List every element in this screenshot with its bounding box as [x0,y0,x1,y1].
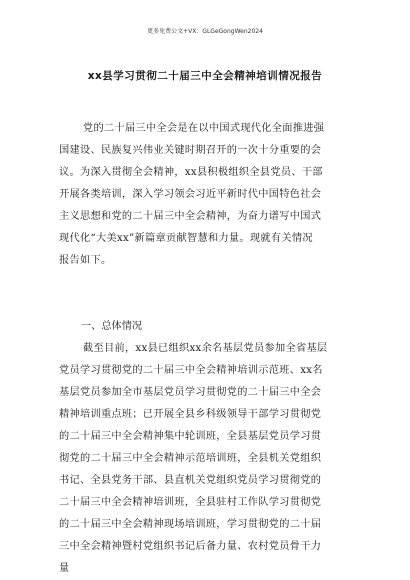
paragraph-line: 党员学习贯彻党的二十届三中全会精神培训示范班、xx名 [59,365,323,376]
paragraph-line: 开展各类培训，深入学习领会习近平新时代中国特色社会 [59,189,322,200]
paragraph-line: 三中全会精神暨村党组织书记后备力量、农村党员骨干力 [59,541,322,552]
paragraph-line: 彻党的二十届三中全会精神示范培训班，全县机关党组织 [59,453,322,464]
paragraph-line: 议。为深入贯彻全会精神，xx县积极组织全县党员、干部 [59,167,323,178]
paragraph-overview [59,338,357,580]
paragraph-line: 截至目前，xx县已组织xx余名基层党员参加全省基层 [83,343,328,354]
paragraph-line: 主义思想和党的二十届三中全会精神，为奋力谱写中国式 [59,211,322,222]
paragraph-line: 精神培训重点班；已开展全县乡科级领导干部学习贯彻党 [59,409,322,420]
section-heading: 一、总体情况 [81,321,143,332]
paragraph-line: 党的二十届三中全会是在以中国式现代化全面推进强 [83,123,325,134]
paragraph-line: 国建设、民族复兴伟业关键时期召开的一次十分重要的会 [59,145,322,156]
paragraph-line: 量 [59,563,70,574]
watermark-text: 更多免费公文+VX：GLGeGongWen2024 [147,28,263,35]
paragraph-intro [59,118,357,272]
paragraph-line: 的二十届三中全会精神现场培训班，学习贯彻党的二十届 [59,519,322,530]
paragraph-line: 的二十届三中全会精神集中轮训班，全县基层党员学习贯 [59,431,322,442]
document-title: xx县学习贯彻二十届三中全会精神培训情况报告 [87,70,323,82]
paragraph-line: 书记、全县党务干部、县直机关党组织党员学习贯彻党的 [59,475,322,486]
paragraph-line: 现代化“大美xx”新篇章贡献智慧和力量。现就有关情况 [59,233,313,244]
paragraph-line: 基层党员参加全市基层党员学习贯彻党的二十届三中全会 [59,387,322,398]
paragraph-line: 二十届三中全会精神培训班，全县驻村工作队学习贯彻党 [59,497,322,508]
paragraph-line: 报告如下。 [59,255,112,266]
